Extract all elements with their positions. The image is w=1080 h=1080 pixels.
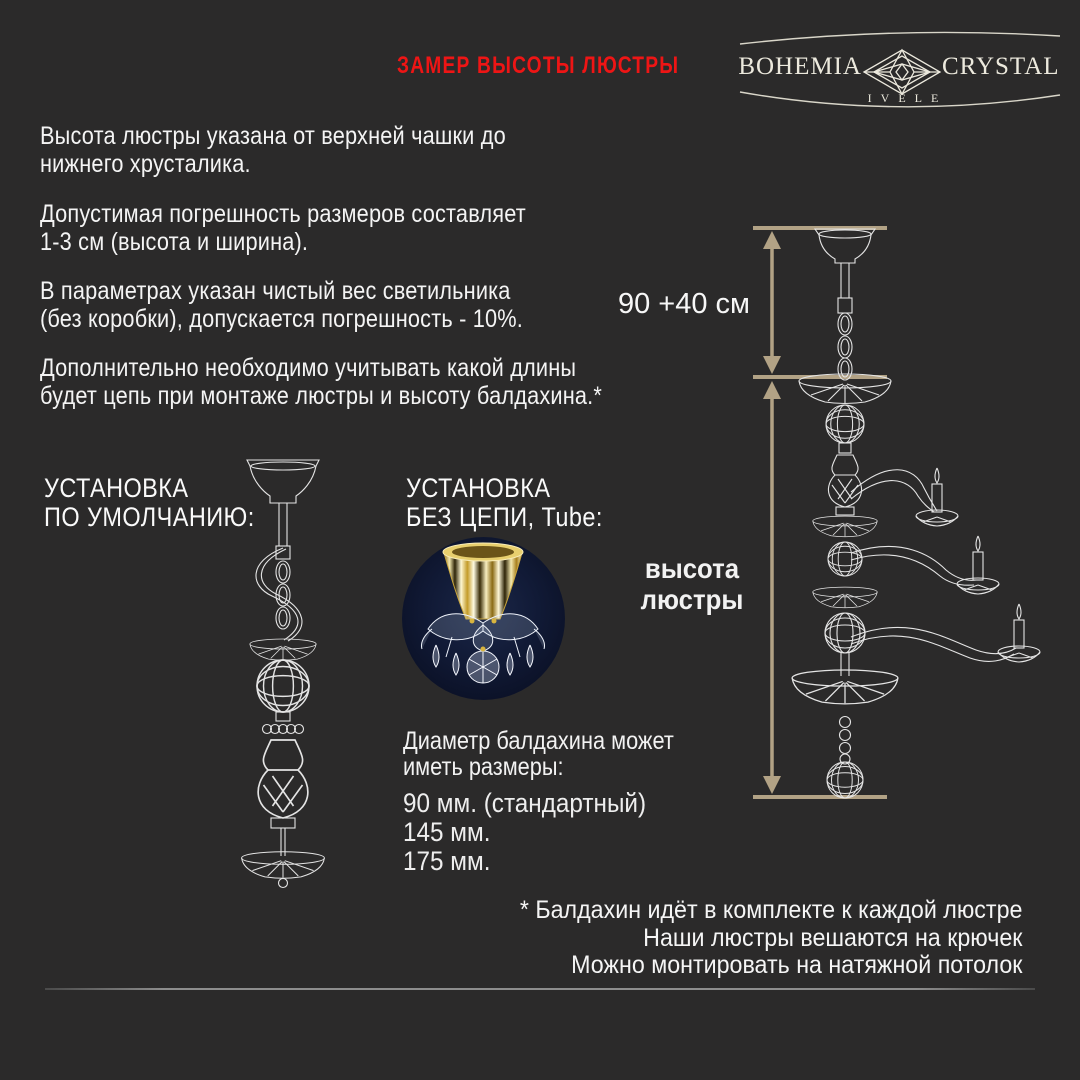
crystal-diamond-icon — [864, 50, 940, 94]
logo-word-crystal: CRYSTAL — [942, 53, 1060, 80]
canopy-size-list — [403, 789, 700, 876]
chain-zone-measure-label: 90 +40 см — [617, 288, 750, 320]
canopy-diameter-block — [403, 728, 733, 876]
brand-logo — [728, 28, 1072, 120]
canopy-size-item: 90 мм. (стандартный) — [403, 788, 647, 818]
paragraph-weight: В параметрах указан чистый вес светильника (без коробки), допускается погрешность - 10%. — [40, 277, 523, 333]
tube-canopy-image — [402, 537, 565, 700]
logo-word-bohemia: BOHEMIA — [738, 53, 862, 80]
gold-cup — [443, 543, 523, 619]
paragraph-chain-length: Дополнительно необходимо учитывать какой длины будет цепь при монтаже люстры и высоту балдахина.* — [40, 354, 603, 410]
page-title: ЗАМЕР ВЫСОТЫ ЛЮСТРЫ — [397, 52, 680, 79]
tube-install-photo — [402, 537, 565, 700]
chandelier-drawing — [792, 229, 1040, 798]
logo-sub-ivele: IVELE — [867, 91, 948, 105]
bottom-divider — [45, 988, 1035, 990]
chandelier-height-label: высота люстры — [640, 553, 744, 615]
measurement-lines — [753, 228, 887, 797]
canopy-size-item: 175 мм. — [403, 846, 491, 876]
footnotes: * Балдахин идёт в комплекте к каждой люстре Наши люстры вешаются на крючек Можно монтировать на натяжной потолок — [519, 896, 1022, 979]
section-title-tube-install: УСТАНОВКА БЕЗ ЦЕПИ, Tube: — [406, 473, 603, 532]
section-title-default-install: УСТАНОВКА ПО УМОЛЧАНИЮ: — [44, 473, 255, 532]
canopy-size-item: 145 мм. — [403, 817, 491, 847]
default-install-drawing — [242, 460, 325, 888]
paragraph-height-note: Высота люстры указана от верхней чашки до нижнего хрусталика. — [40, 122, 506, 178]
default-install-diagram — [205, 450, 365, 900]
paragraph-tolerance: Допустимая погрешность размеров составляет 1-3 см (высота и ширина). — [40, 200, 526, 256]
canopy-diameter-intro: Диаметр балдахина может иметь размеры: — [403, 727, 674, 781]
